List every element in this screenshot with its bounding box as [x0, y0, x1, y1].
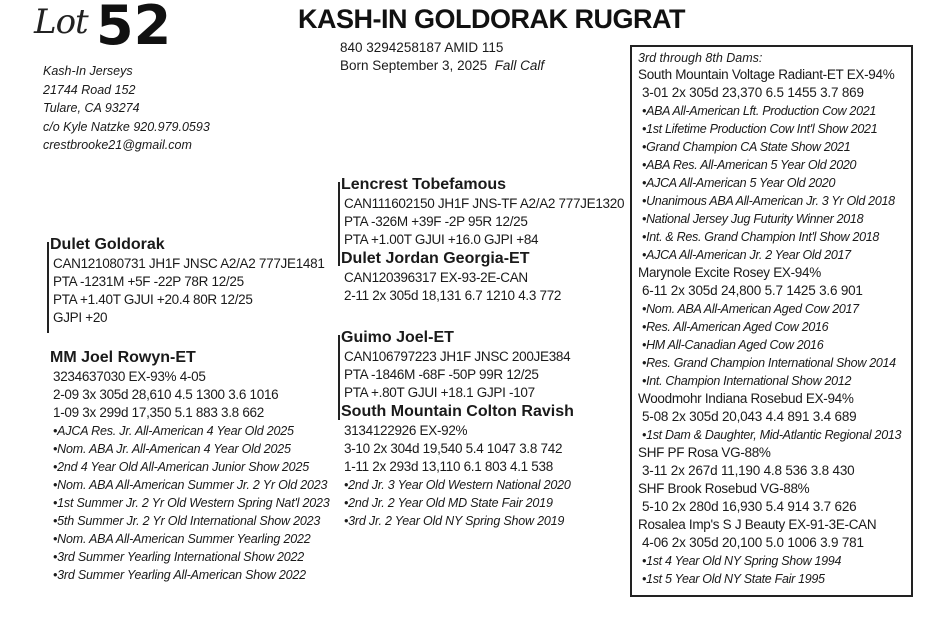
dam-3-honor: •1st Lifetime Production Cow Int'l Show 2021 [642, 122, 878, 136]
dam-dam-name: South Mountain Colton Ravish [341, 403, 574, 420]
dam-4-honor: •Nom. ABA All-American Aged Cow 2017 [642, 302, 859, 316]
dam-dam-honor: •3rd Jr. 2 Year Old NY Spring Show 2019 [344, 514, 565, 528]
consignor-info [43, 62, 210, 155]
animal-name-title: KASH-IN GOLDORAK RUGRAT [298, 4, 685, 34]
dam-4-name: Marynole Excite Rosey EX-94% [638, 265, 821, 280]
dam-dam-honor: •2nd Jr. 3 Year Old Western National 2020 [344, 478, 571, 492]
dam-6-name: SHF PF Rosa VG-88% [638, 445, 771, 460]
dam-5-record: 5-08 2x 305d 20,043 4.4 891 3.4 689 [642, 409, 857, 424]
lot-label: Lot [34, 2, 88, 42]
dam-dam-line: 3134122926 EX-92% [344, 423, 468, 438]
dam-honor: •2nd 4 Year Old All-American Junior Show 2025 [53, 460, 309, 474]
street-address: 21744 Road 152 [43, 82, 136, 97]
sire-sire-line: CAN111602150 JH1F JNS-TF A2/A2 777JE1320 [344, 196, 625, 211]
sire-line: CAN121080731 JH1F JNSC A2/A2 777JE1481 [53, 256, 325, 271]
city-state-zip: Tulare, CA 93274 [43, 101, 140, 115]
dam-block [50, 349, 330, 584]
dam-honor: •Nom. ABA All-American Summer Yearling 2022 [53, 532, 311, 546]
dam-4-honor: •Res. All-American Aged Cow 2016 [642, 320, 829, 334]
sire-line: GJPI +20 [53, 310, 108, 325]
sire-name: Dulet Goldorak [50, 236, 165, 253]
contact-phone: c/o Kyle Natzke 920.979.0593 [43, 119, 210, 134]
dam-sire-block [341, 329, 570, 402]
birth-date: Born September 3, 2025 [340, 58, 488, 73]
birth-line [340, 57, 544, 75]
dam-dam-line: 3-10 2x 304d 19,540 5.4 1047 3.8 742 [344, 441, 563, 456]
dam-7-name: SHF Brook Rosebud VG-88% [638, 481, 810, 496]
dam-3-honor: •National Jersey Jug Futurity Winner 2018 [642, 212, 864, 226]
registration-line: 840 3294258187 AMID 115 [340, 40, 504, 55]
sire-line: PTA -1231M +5F -22P 78R 12/25 [53, 274, 244, 289]
dam-sire-bracket [338, 335, 340, 420]
dam-7-record: 5-10 2x 280d 16,930 5.4 914 3.7 626 [642, 499, 857, 514]
dam-honor: •1st Summer Jr. 2 Yr Old Western Spring Nat'l 2023 [53, 496, 330, 510]
dam-honor: •Nom. ABA All-American Summer Jr. 2 Yr Old 2023 [53, 478, 328, 492]
dam-line: 3234637030 EX-93% 4-05 [53, 369, 206, 384]
sire-sire-name: Lencrest Tobefamous [341, 176, 507, 193]
extended-dams-content [638, 50, 901, 588]
sire-bracket [47, 242, 49, 333]
farm-name: Kash-In Jerseys [43, 64, 133, 78]
dam-6-record: 3-11 2x 267d 11,190 4.8 536 3.8 430 [642, 463, 855, 478]
dam-dam-block [341, 403, 574, 530]
sire-sire-bracket [338, 182, 340, 266]
lot-number: 52 [96, 0, 172, 57]
dam-3-honor: •AJCA All-American 5 Year Old 2020 [642, 176, 836, 190]
dam-sire-line: PTA +.80T GJUI +18.1 GJPI -107 [344, 385, 535, 400]
dam-3-honor: •AJCA All-American Jr. 2 Year Old 2017 [642, 248, 851, 262]
dam-3-record: 3-01 2x 305d 23,370 6.5 1455 3.7 869 [642, 85, 864, 100]
dam-4-honor: •Res. Grand Champion International Show 2014 [642, 356, 896, 370]
sire-sire-line: PTA -326M +39F -2P 95R 12/25 [344, 214, 528, 229]
dam-sire-line: CAN106797223 JH1F JNSC 200JE384 [344, 349, 571, 364]
dam-3-honor: •ABA Res. All-American 5 Year Old 2020 [642, 158, 857, 172]
dam-8-honor: •1st 4 Year Old NY Spring Show 1994 [642, 554, 842, 568]
dam-4-honor: •HM All-Canadian Aged Cow 2016 [642, 338, 824, 352]
dam-line: 2-09 3x 305d 28,610 4.5 1300 3.6 1016 [53, 387, 279, 402]
dam-3-honor: •Int. & Res. Grand Champion Int'l Show 2018 [642, 230, 880, 244]
dam-honor: •AJCA Res. Jr. All-American 4 Year Old 2025 [53, 424, 294, 438]
contact-email: crestbrooke21@gmail.com [43, 138, 192, 152]
dam-3-honor: •Unanimous ABA All-American Jr. 3 Yr Old 2018 [642, 194, 895, 208]
sire-dam-name: Dulet Jordan Georgia-ET [341, 250, 530, 267]
dam-5-honor: •1st Dam & Daughter, Mid-Atlantic Regional 2013 [642, 428, 902, 442]
dam-honor: •Nom. ABA Jr. All-American 4 Year Old 2025 [53, 442, 291, 456]
dam-honor: •3rd Summer Yearling International Show 2022 [53, 550, 305, 564]
extended-dams-heading: 3rd through 8th Dams: [638, 51, 763, 65]
dam-dam-line: 1-11 2x 293d 13,110 6.1 803 4.1 538 [344, 459, 553, 474]
dam-4-record: 6-11 2x 305d 24,800 5.7 1425 3.6 901 [642, 283, 863, 298]
sire-dam-line: 2-11 2x 305d 18,131 6.7 1210 4.3 772 [344, 288, 562, 303]
dam-honor: •3rd Summer Yearling All-American Show 2022 [53, 568, 306, 582]
dam-name: MM Joel Rowyn-ET [50, 349, 196, 366]
dam-8-name: Rosalea Imp's S J Beauty EX-91-3E-CAN [638, 517, 877, 532]
dam-3-honor: •ABA All-American Lft. Production Cow 2021 [642, 104, 877, 118]
dam-4-honor: •Int. Champion International Show 2012 [642, 374, 852, 388]
calf-class: Fall Calf [494, 58, 545, 73]
dam-8-honor: •1st 5 Year Old NY State Fair 1995 [642, 572, 825, 586]
dam-sire-name: Guimo Joel-ET [341, 329, 454, 346]
dam-8-record: 4-06 2x 305d 20,100 5.0 1006 3.9 781 [642, 535, 864, 550]
dam-3-name: South Mountain Voltage Radiant-ET EX-94% [638, 67, 895, 82]
dam-line: 1-09 3x 299d 17,350 5.1 883 3.8 662 [53, 405, 264, 420]
sire-dam-block [341, 250, 561, 305]
dam-dam-honor: •2nd Jr. 2 Year Old MD State Fair 2019 [344, 496, 553, 510]
sire-line: PTA +1.40T GJUI +20.4 80R 12/25 [53, 292, 253, 307]
sire-dam-line: CAN120396317 EX-93-2E-CAN [344, 270, 528, 285]
dam-sire-line: PTA -1846M -68F -50P 99R 12/25 [344, 367, 539, 382]
dam-5-name: Woodmohr Indiana Rosebud EX-94% [638, 391, 854, 406]
dam-3-honor: •Grand Champion CA State Show 2021 [642, 140, 851, 154]
sire-sire-block [341, 176, 624, 249]
dam-honor: •5th Summer Jr. 2 Yr Old International Show 2023 [53, 514, 321, 528]
sire-block [50, 236, 325, 327]
sire-sire-line: PTA +1.00T GJUI +16.0 GJPI +84 [344, 232, 539, 247]
